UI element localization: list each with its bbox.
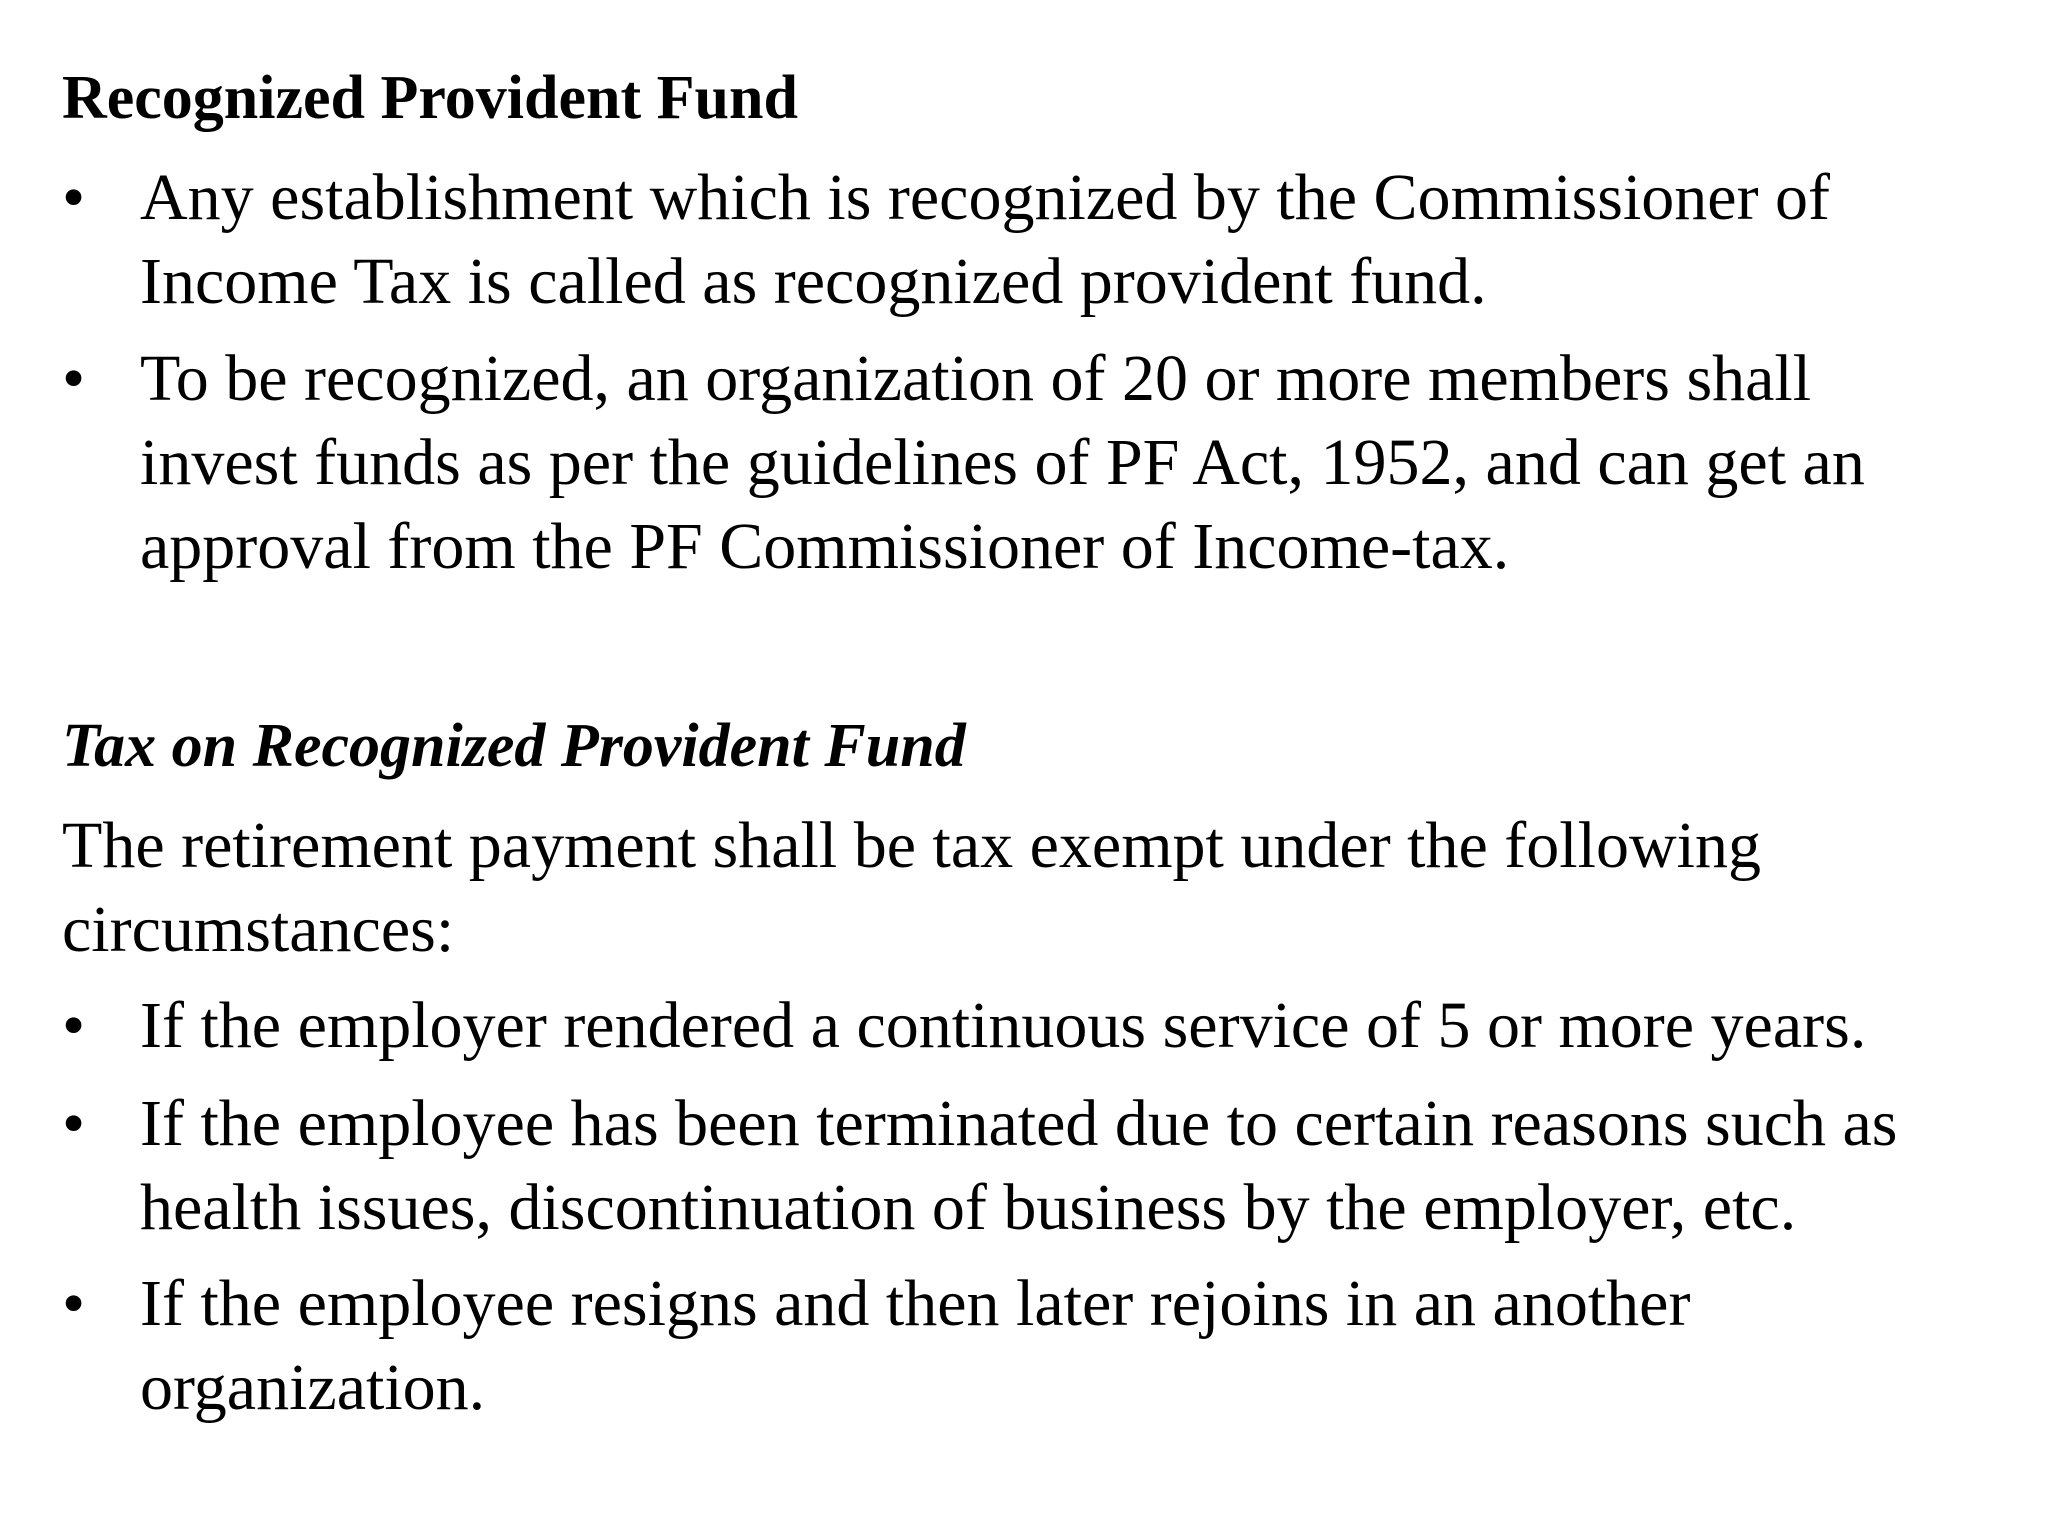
list-item-line: To be recognized, an organization of 20 or more members shall [140, 342, 1812, 415]
bullet-icon: • [62, 161, 86, 234]
bullet-icon: • [62, 1087, 86, 1160]
list-item-line: Any establishment which is recognized by the Commissioner of [140, 161, 1831, 234]
list-item-line: Income Tax is called as recognized provident fund. [140, 245, 1487, 318]
intro-paragraph-line: The retirement payment shall be tax exempt under the following [62, 809, 1761, 882]
section-heading-recognized-provident-fund: Recognized Provident Fund [62, 64, 798, 132]
list-item [62, 984, 2022, 1068]
list-item-line: If the employer rendered a continuous service of 5 or more years. [140, 989, 1867, 1062]
list-item-line: invest funds as per the guidelines of PF Act, 1952, and can get an [140, 426, 1865, 499]
bullet-icon: • [62, 1267, 86, 1340]
list-item [62, 1082, 2022, 1250]
list-item-line: If the employee has been terminated due to certain reasons such as [140, 1087, 1898, 1160]
list-item-line: health issues, discontinuation of business by the employer, etc. [140, 1171, 1797, 1244]
list-item-line: If the employee resigns and then later rejoins in an another [140, 1267, 1691, 1340]
bullet-icon: • [62, 989, 86, 1062]
list-item [62, 1262, 2022, 1430]
list-item-line: approval from the PF Commissioner of Income-tax. [140, 510, 1510, 583]
intro-paragraph-line: circumstances: [62, 893, 455, 966]
section-heading-tax-on-recognized-provident-fund: Tax on Recognized Provident Fund [62, 712, 966, 780]
list-item [62, 156, 2022, 324]
list-item-line: organization. [140, 1351, 486, 1424]
list-item [62, 337, 2022, 589]
bullet-icon: • [62, 342, 86, 415]
